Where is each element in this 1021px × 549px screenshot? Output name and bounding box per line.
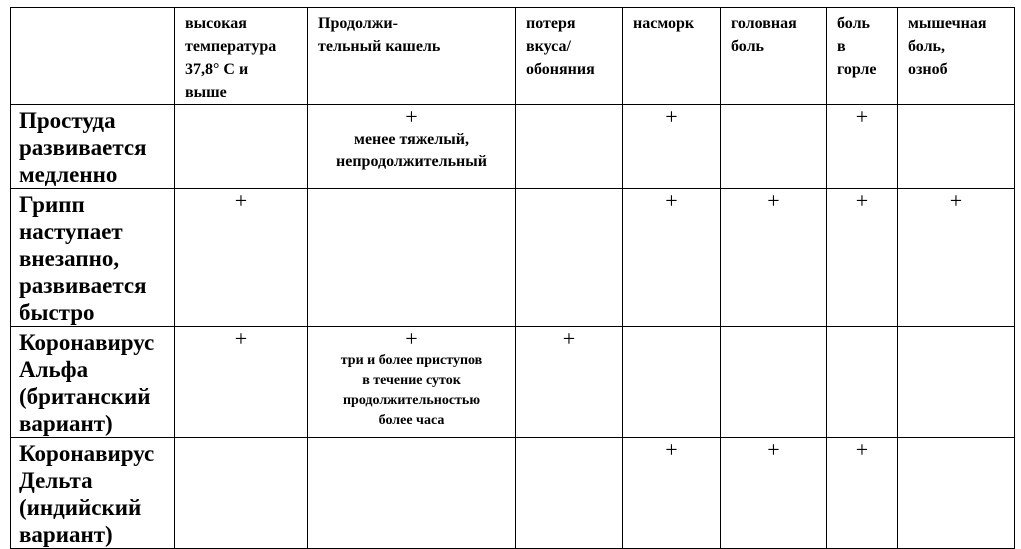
header-sore-throat: боль в горле [827, 8, 898, 105]
plus-mark: + [767, 188, 780, 213]
cell-runny-nose [623, 189, 721, 327]
plus-mark: + [405, 104, 418, 129]
plus-mark: + [234, 188, 248, 213]
cell-sore-throat [827, 189, 898, 327]
table-row-covid-alpha [11, 327, 1015, 438]
cell-cough [308, 189, 516, 327]
row-name-covid-delta: Коронавирус Дельта (индийский вариант) [19, 441, 155, 547]
plus-mark: + [855, 188, 869, 213]
plus-mark: + [562, 326, 576, 351]
row-name-cell [11, 438, 175, 549]
cell-headache [721, 438, 827, 549]
row-name-flu: Грипп наступает внезапно, развивается быстро [19, 192, 147, 325]
cell-sore-throat [827, 105, 898, 189]
plus-mark: + [767, 437, 780, 462]
plus-mark: + [405, 326, 418, 351]
cell-runny-nose [623, 438, 721, 549]
header-cough: Продолжи- тельный кашель [308, 8, 516, 105]
cell-headache [721, 189, 827, 327]
symptoms-table [10, 7, 1015, 549]
cell-temperature [175, 327, 308, 438]
cell-runny-nose [623, 327, 721, 438]
cell-taste-loss [516, 438, 623, 549]
row-name-cell [11, 189, 175, 327]
header-row [11, 8, 1015, 105]
header-muscle-pain: мышечная боль, озноб [898, 8, 1015, 105]
header-runny-nose: насморк [623, 8, 721, 105]
table-row-flu [11, 189, 1015, 327]
cell-taste-loss [516, 189, 623, 327]
plus-mark: + [855, 437, 869, 462]
cell-temperature [175, 105, 308, 189]
table-row-cold [11, 105, 1015, 189]
plus-mark: + [855, 104, 869, 129]
cell-muscle-pain [898, 189, 1015, 327]
cell-muscle-pain [898, 105, 1015, 189]
header-corner-cell [11, 8, 175, 105]
row-name-cell [11, 327, 175, 438]
plus-mark: + [234, 326, 248, 351]
cell-muscle-pain [898, 327, 1015, 438]
table-row-covid-delta [11, 438, 1015, 549]
cell-headache [721, 327, 827, 438]
header-taste-loss: потеря вкуса/ обоняния [516, 8, 623, 105]
cell-taste-loss [516, 327, 623, 438]
cell-cough [308, 105, 516, 189]
cell-cough [308, 327, 516, 438]
cell-runny-nose [623, 105, 721, 189]
cell-headache [721, 105, 827, 189]
cell-cough [308, 438, 516, 549]
plus-mark: + [665, 437, 678, 462]
plus-mark: + [665, 188, 678, 213]
cough-note: три и более приступов в течение суток продолжительностью более часа [340, 353, 483, 428]
cell-taste-loss [516, 105, 623, 189]
cell-temperature [175, 438, 308, 549]
plus-mark: + [665, 104, 678, 129]
plus-mark: + [949, 188, 963, 213]
header-headache: головная боль [721, 8, 827, 105]
row-name-covid-alpha: Коронавирус Альфа (британский вариант) [19, 330, 155, 436]
row-name-cell [11, 105, 175, 189]
row-name-cold: Простуда развивается медленно [19, 108, 147, 187]
cell-temperature [175, 189, 308, 327]
cell-sore-throat [827, 438, 898, 549]
cough-note: менее тяжелый, непродолжительный [336, 131, 487, 170]
header-temperature: высокая температура 37,8° С и выше [175, 8, 308, 105]
cell-sore-throat [827, 327, 898, 438]
cell-muscle-pain [898, 438, 1015, 549]
